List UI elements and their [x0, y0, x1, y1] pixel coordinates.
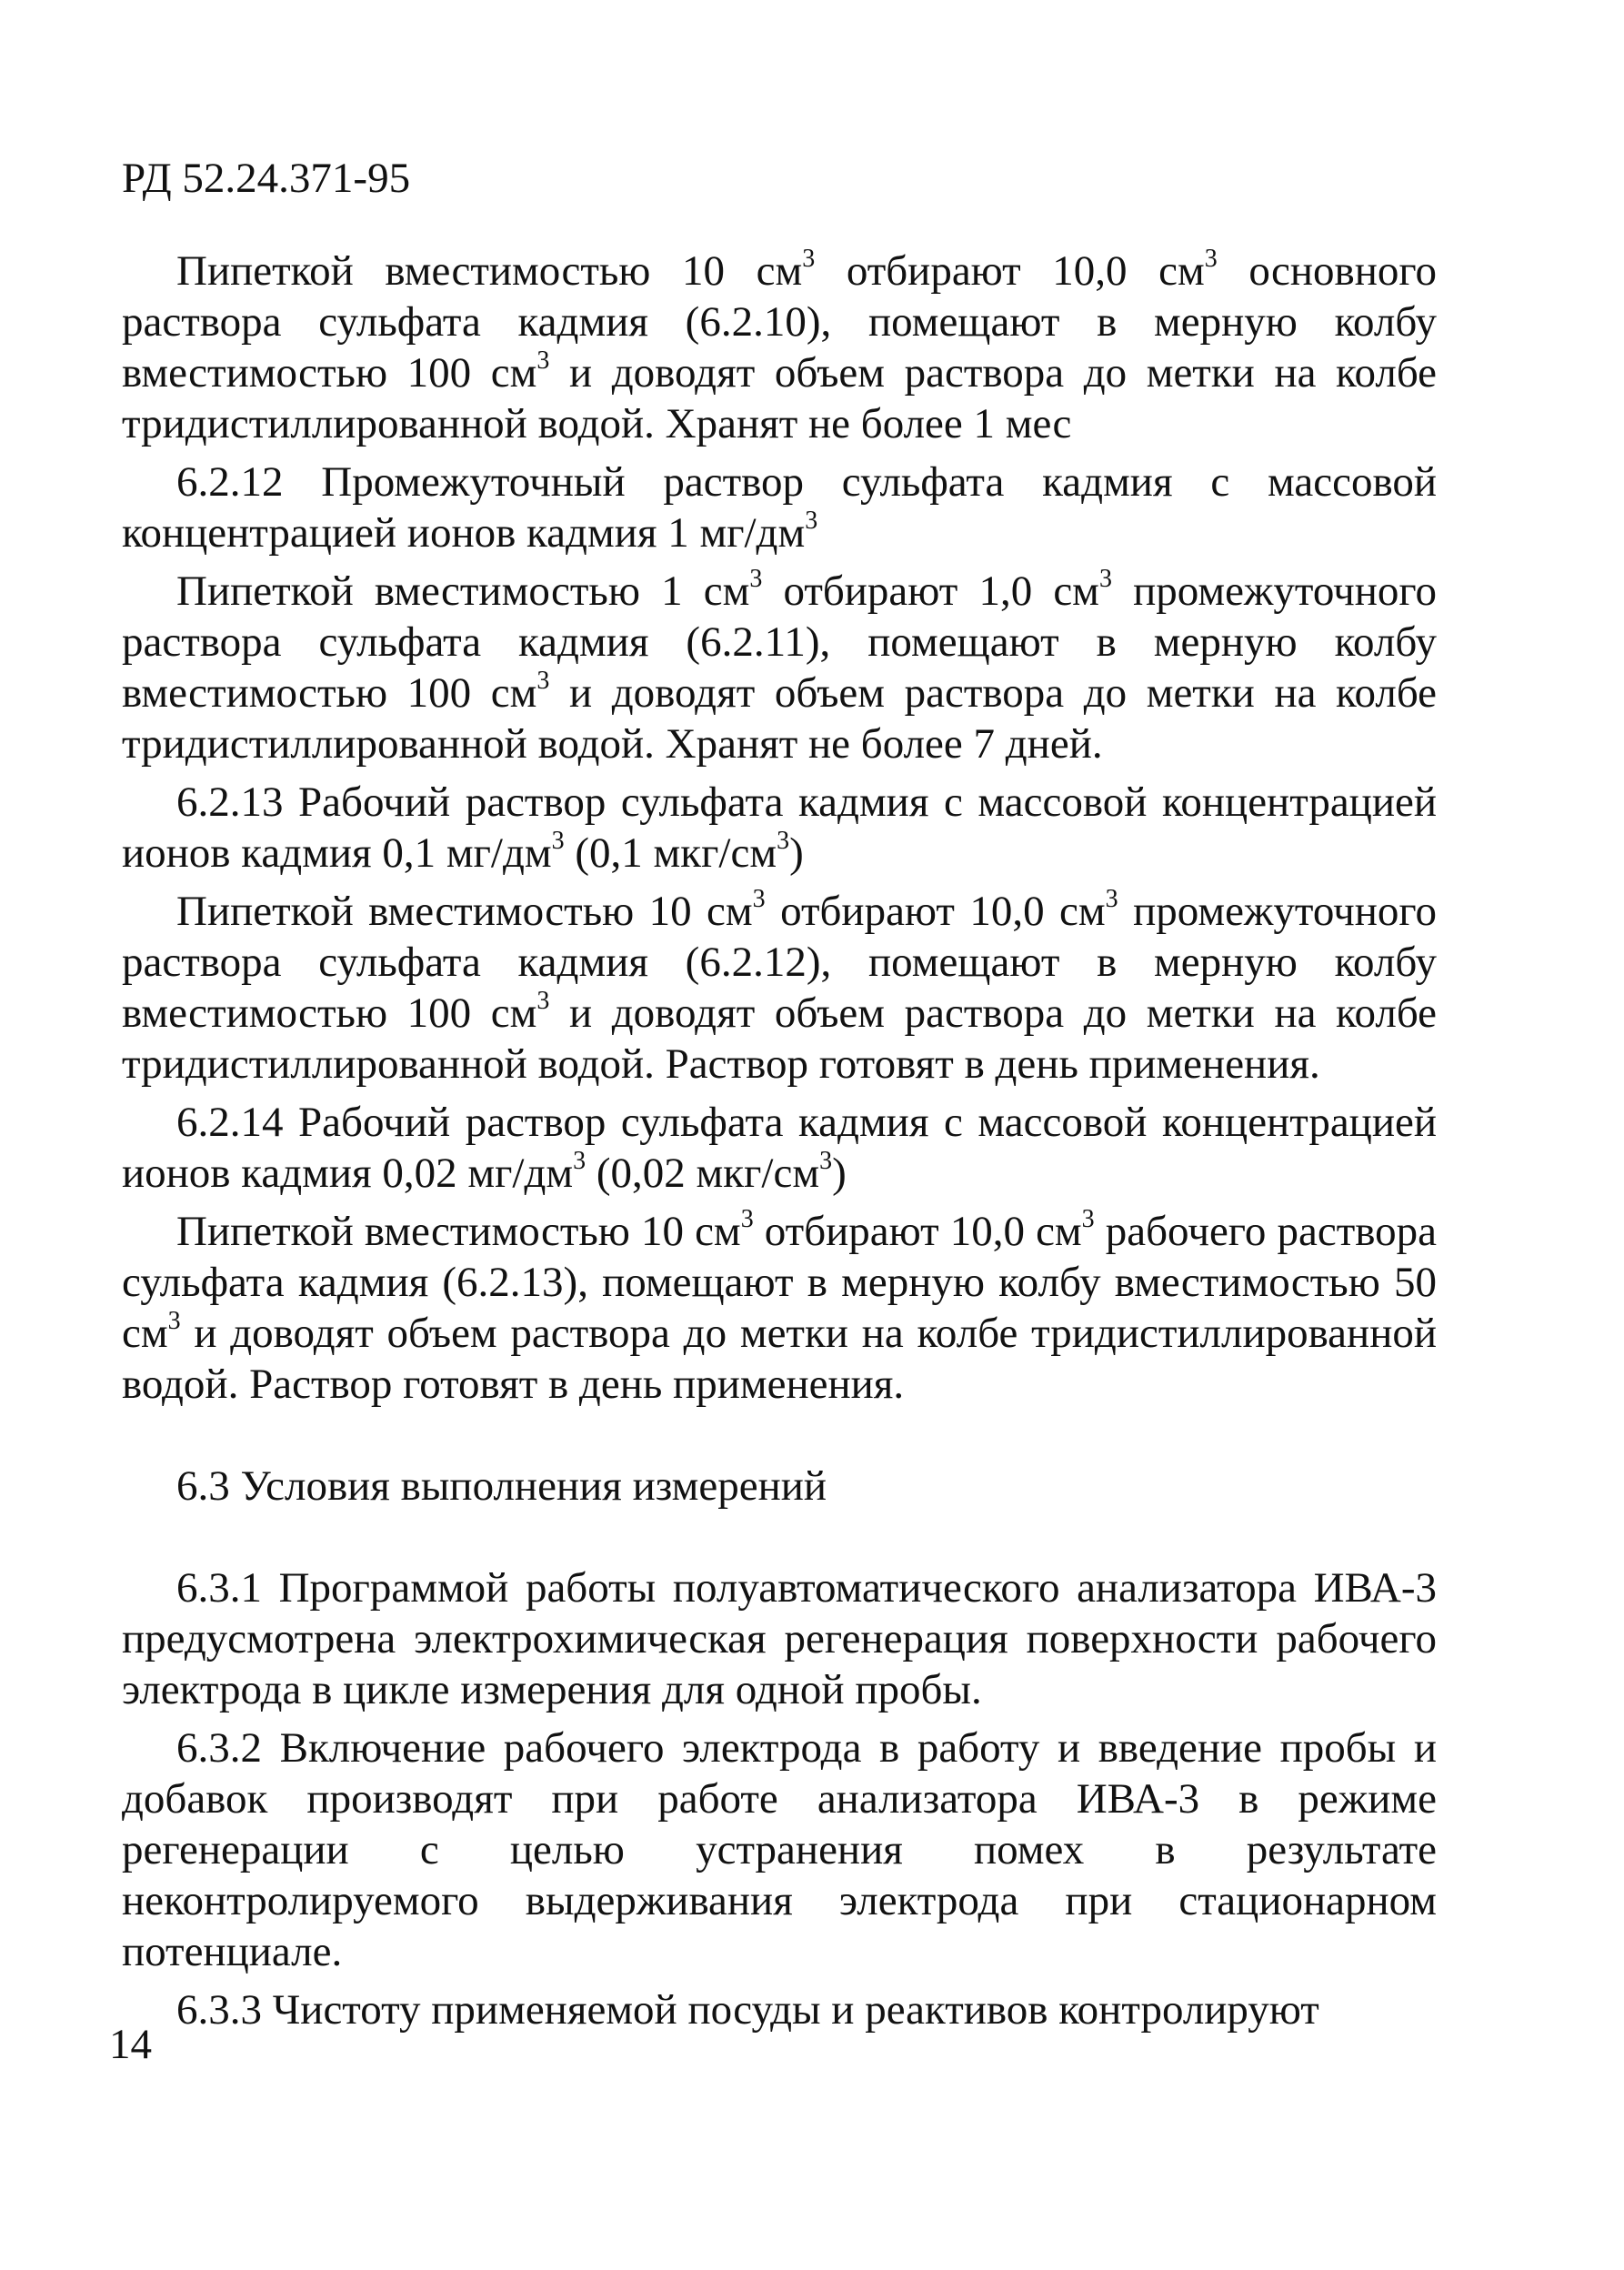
text-run: отбирают 10,0 см: [765, 888, 1106, 935]
paragraph-6-2-14-title: [122, 1097, 1437, 1199]
text-run: отбирают 10,0 см: [753, 1208, 1082, 1255]
paragraph-6-2-14-procedure: [122, 1206, 1437, 1410]
superscript: 3: [551, 827, 565, 855]
section-heading-6-3: 6.3 Условия выполнения измерений: [176, 1462, 827, 1510]
page-number: 14: [109, 2021, 152, 2068]
superscript: 3: [167, 1307, 181, 1335]
paragraph-6-2-13-procedure: [122, 886, 1437, 1090]
paragraph-6-2-11-procedure: [122, 246, 1437, 449]
superscript: 3: [740, 1205, 754, 1233]
superscript: 3: [573, 1147, 586, 1175]
superscript: 3: [805, 507, 818, 535]
text-run: отбирают 1,0 см: [762, 568, 1099, 615]
paragraph-6-3-3: 6.3.3 Чистоту применяемой посуды и реактивов контролируют: [176, 1986, 1319, 2034]
text-run: и доводят объем раствора до метки на колбе тридистиллированной водой. Хранят не более 1 мес: [122, 349, 1437, 447]
paragraph-6-3-2: 6.3.2 Включение рабочего электрода в работу и введение пробы и добавок производят при работе анализатора ИВА-3 в режиме регенерации с целью устранения помех в результате неконтролируемого выдерживания электрода при стационарном потенциале.: [122, 1724, 1437, 1975]
text-run: промежуточного раствора сульфата кадмия (6.2.12), помещают в мерную колбу вместимостью 100 см: [122, 888, 1438, 1037]
paragraph-6-3-1: 6.3.1 Программой работы полуавтоматического анализатора ИВА-3 предусмотрена электрохимическая регенерация поверхности рабочего электрода в цикле измерения для одной пробы.: [122, 1564, 1437, 1713]
superscript: 3: [1098, 565, 1112, 593]
text-run: ): [789, 829, 804, 877]
superscript: 3: [752, 885, 766, 913]
text-run: (0,02 мкг/см: [586, 1150, 820, 1197]
text-run: и доводят объем раствора до метки на колбе тридистиллированной водой. Раствор готовят в день применения.: [122, 1310, 1437, 1408]
superscript: 3: [536, 987, 550, 1015]
paragraph-6-2-13-title: [122, 777, 1437, 879]
text-run: Пипеткой вместимостью 10 см: [176, 1208, 741, 1255]
text-run: Пипеткой вместимостью 10 см: [176, 247, 803, 295]
superscript: 3: [536, 667, 550, 695]
text-run: 6.2.13 Рабочий раствор сульфата кадмия с массовой концентрацией ионов кадмия 0,1 мг/дм: [122, 778, 1437, 877]
document-body: [122, 246, 1437, 2043]
text-run: промежуточного раствора сульфата кадмия (6.2.11), помещают в мерную колбу вместимостью 100 см: [122, 568, 1437, 717]
text-run: ): [832, 1150, 847, 1197]
superscript: 3: [749, 565, 763, 593]
text-run: рабочего раствора сульфата кадмия (6.2.13), помещают в мерную колбу вместимостью 50 см: [122, 1208, 1437, 1357]
text-run: Пипеткой вместимостью 10 см: [176, 888, 753, 935]
text-run: основного раствора сульфата кадмия (6.2.10), помещают в мерную колбу вместимостью 100 см: [122, 247, 1437, 397]
text-run: отбирают 10,0 см: [815, 247, 1205, 295]
text-run: 6.2.14 Рабочий раствор сульфата кадмия с массовой концентрацией ионов кадмия 0,02 мг/дм: [122, 1099, 1437, 1197]
superscript: 3: [819, 1147, 833, 1175]
superscript: 3: [802, 245, 816, 273]
paragraph-6-2-12-title: [122, 457, 1437, 558]
superscript: 3: [1081, 1205, 1095, 1233]
text-run: и доводят объем раствора до метки на колбе тридистиллированной водой. Хранят не более 7 дней.: [122, 669, 1437, 768]
paragraph-6-2-12-procedure: [122, 566, 1437, 769]
text-run: 6.2.12 Промежуточный раствор сульфата кадмия с массовой концентрацией ионов кадмия 1 мг/дм: [122, 458, 1437, 557]
text-run: Пипеткой вместимостью 1 см: [176, 568, 750, 615]
superscript: 3: [777, 827, 790, 855]
text-run: и доводят объем раствора до метки на колбе тридистиллированной водой. Раствор готовят в день применения.: [122, 989, 1437, 1088]
document-header: РД 52.24.371-95: [122, 155, 411, 202]
superscript: 3: [1204, 245, 1218, 273]
superscript: 3: [1105, 885, 1118, 913]
superscript: 3: [536, 347, 550, 375]
text-run: (0,1 мкг/см: [564, 829, 777, 877]
